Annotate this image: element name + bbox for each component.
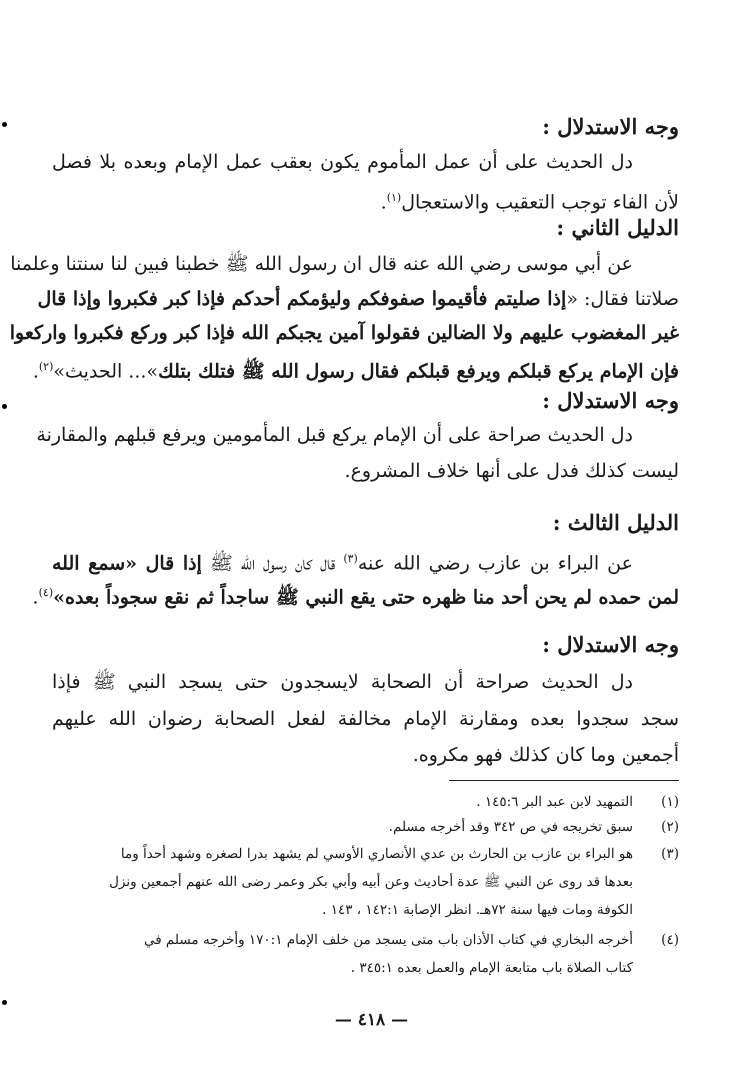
section-heading: وجه الاستدلال : (542, 114, 679, 139)
punctuation: . (380, 191, 387, 214)
footnote-1 (52, 790, 679, 814)
body-text: عن البراء بن عازب رضي الله عنه (357, 552, 633, 575)
body-line: دل الحديث صراحة على أن الإمام يركع قبل المأمومين ويرفع قبلهم والمقارنة (36, 424, 633, 446)
footnote-3-cont: الكوفة ومات فيها سنة ٧٢هـ. انظر الإصابة ١٤٢:١ ، ١٤٣ . (322, 902, 633, 918)
body-text: »... الحديث» (53, 360, 159, 383)
footnote-number: (٢) (661, 819, 679, 835)
footnote-text: التمهيد لابن عبد البر ١٤٥:٦ . (476, 794, 633, 810)
hadith-line: غير المغضوب عليهم ولا الضالين فقولوا آمين يجبكم الله فإذا كبر وركع فكبروا واركعوا (9, 322, 679, 344)
body-line: عن أبي موسى رضي الله عنه قال ان رسول الله ﷺ خطبنا فبين لنا سنتنا وعلمنا (10, 253, 633, 275)
hadith-text: إذا صليتم فأقيموا صفوفكم وليؤمكم أحدكم فإذا كبر فكبروا وإذا قال (37, 288, 567, 310)
footnote-2 (52, 815, 679, 839)
body-line (32, 576, 679, 614)
hadith-text: لمن حمده لم يحن أحد منا ظهره حتى يقع النبي ﷺ ساجداً ثم نقع سجوداً بعده» (53, 586, 679, 609)
hadith-text: فإن الإمام يركع قبلكم ويرفع قبلكم فقال رسول الله ﷺ فتلك بتلك (158, 360, 679, 383)
footnote-number: (٤) (661, 932, 679, 948)
margin-speck (2, 1000, 7, 1005)
footnote-text: هو البراء بن عازب بن الحارث بن عدي الأنصاري الأوسي لم يشهد بدرا لصغره وشهد أحداً وما (120, 846, 633, 862)
body-line (52, 542, 679, 580)
body-line: دل الحديث على أن عمل المأموم يكون بعقب عمل الإمام وبعده بلا فصل (52, 151, 633, 173)
body-line: سجد سجدوا بعده ومقارنة الإمام مخالفة لفعل الصحابة رضوان الله عليهم (52, 708, 679, 730)
section-heading: الدليل الثالث : (552, 510, 679, 535)
footnote-ref: (٣) (343, 552, 358, 565)
body-line (37, 282, 679, 316)
body-text: صلاتنا فقال: « (566, 288, 679, 310)
footnote-3 (52, 842, 679, 866)
margin-speck (2, 122, 7, 127)
body-text: لأن الفاء توجب التعقيب والاستعجال (401, 191, 679, 214)
footnote-text: سبق تخريجه في ص ٣٤٢ وقد أخرجه مسلم. (388, 819, 633, 835)
section-heading: وجه الاستدلال : (542, 388, 679, 413)
footnote-3-cont: بعدها قد روى عن النبي ﷺ عدة أحاديث وعن أبيه وأبي بكر وعمر رضى الله عنهم أجمعين ونزل (109, 874, 633, 890)
footnote-4 (52, 928, 679, 952)
body-line: أجمعين وما كان كذلك فهو مكروه. (412, 744, 679, 766)
body-line (32, 350, 679, 388)
page-number: — ٤١٨ — (334, 1010, 409, 1030)
body-text: قال كان رسول الله ﷺ (209, 552, 336, 575)
section-heading: وجه الاستدلال : (542, 632, 679, 657)
footnote-4-cont: كتاب الصلاة باب متابعة الإمام والعمل بعده ٣٤٥:١ . (350, 960, 633, 976)
footnote-ref: (١) (386, 191, 402, 204)
hadith-text: إذا قال «سمع الله (52, 552, 202, 575)
footnote-text: أخرجه البخاري في كتاب الأذان باب متى يسجد من خلف الإمام ١٧٠:١ وأخرجه مسلم في (143, 932, 633, 948)
body-line: دل الحديث صراحة أن الصحابة لايسجدون حتى يسجد النبي ﷺ فإذا (52, 671, 633, 693)
section-heading: الدليل الثاني : (556, 215, 679, 240)
footnote-ref: (٢) (38, 360, 54, 373)
body-line: ليست كذلك فدل على أنها خلاف المشروع. (344, 460, 679, 482)
footnote-number: (١) (661, 794, 679, 810)
margin-speck (2, 404, 7, 409)
punctuation: . (32, 360, 39, 383)
punctuation: . (32, 586, 39, 609)
footnote-number: (٣) (661, 846, 679, 862)
footnote-divider (449, 780, 679, 781)
footnote-ref: (٤) (38, 586, 54, 599)
